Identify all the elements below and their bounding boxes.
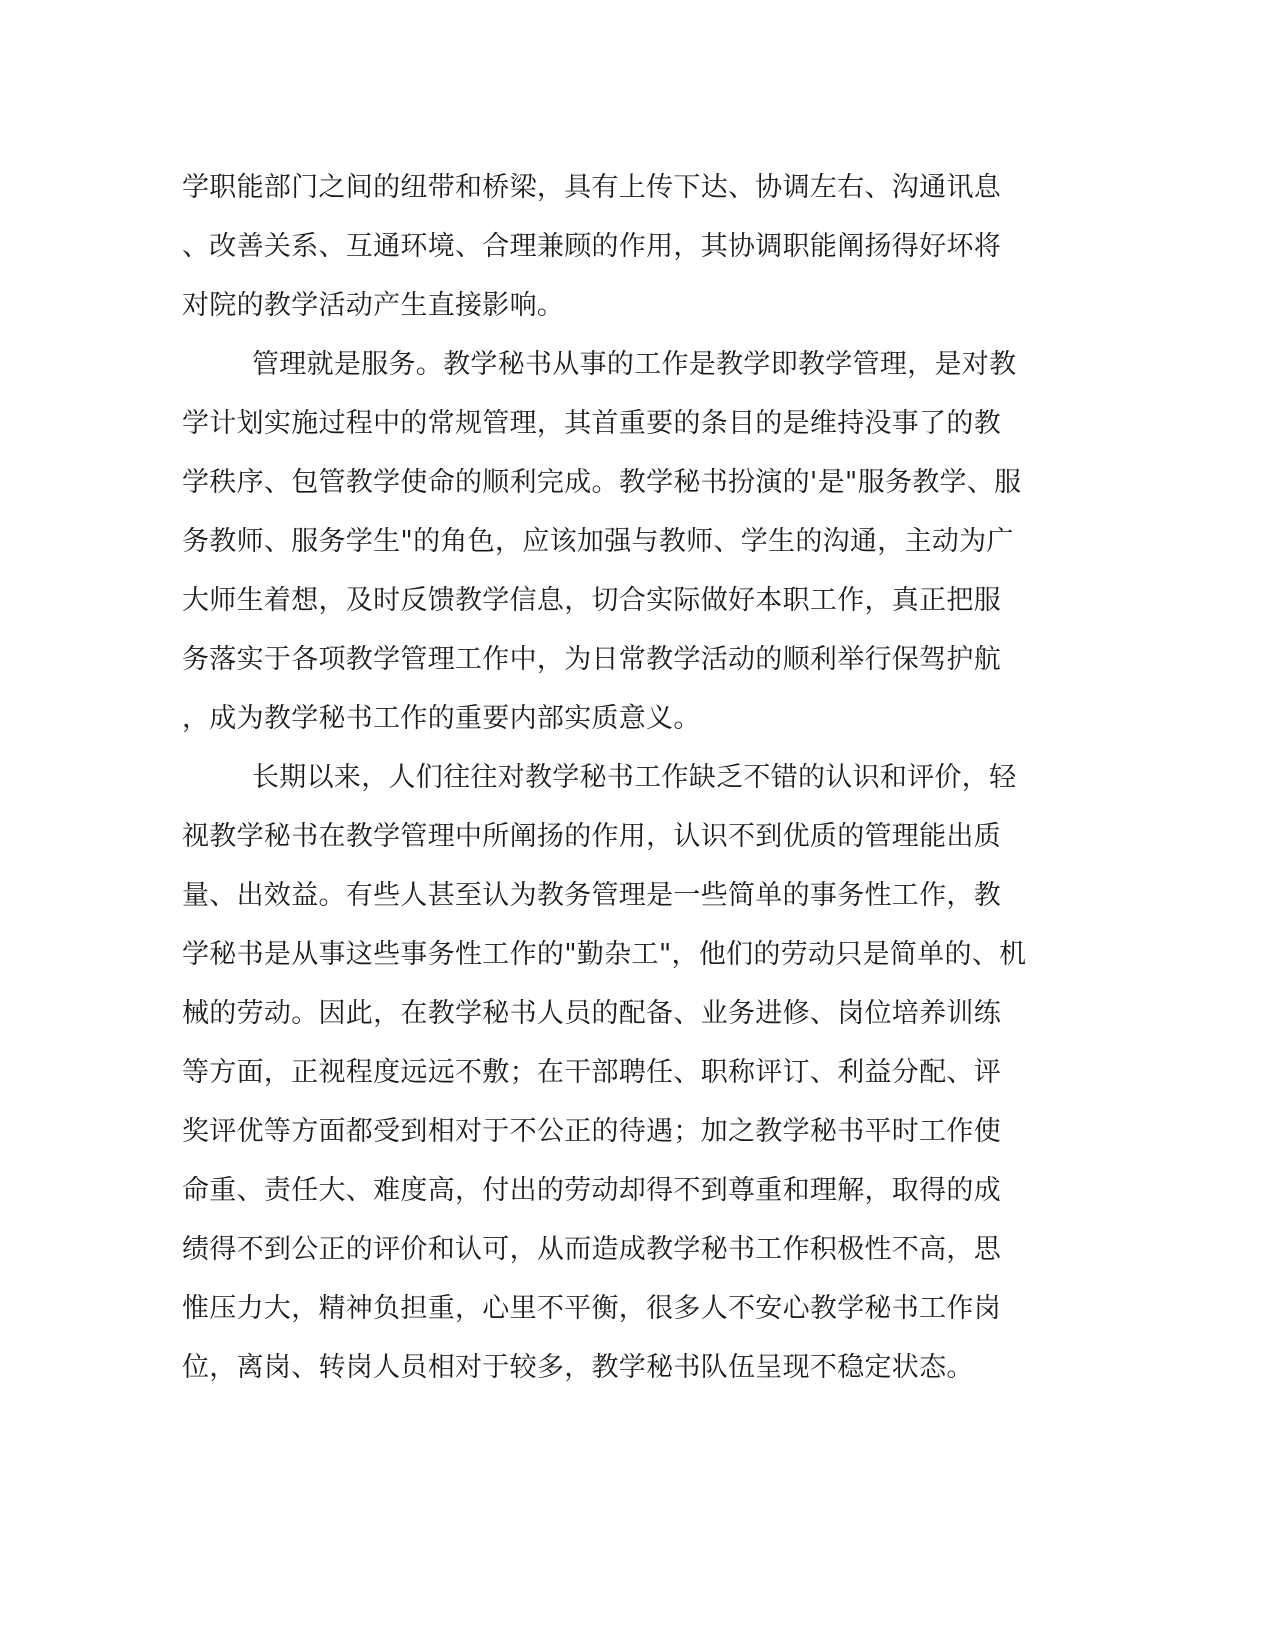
paragraph-line: 长期以来，人们往往对教学秘书工作缺乏不错的认识和评价，轻 [252, 762, 1017, 793]
paragraph-line: 、改善关系、互通环境、合理兼顾的作用，其协调职能阐扬得好坏将 [182, 231, 1001, 262]
paragraph-line: 学计划实施过程中的常规管理，其首重要的条目的是维持没事了的教 [182, 408, 1001, 439]
paragraph-line: 学职能部门之间的纽带和桥梁，具有上传下达、协调左右、沟通讯息 [182, 172, 1001, 203]
paragraph-line: 械的劳动。因此，在教学秘书人员的配备、业务进修、岗位培养训练 [182, 998, 1001, 1029]
paragraph-line: 等方面，正视程度远远不敷；在干部聘任、职称评订、利益分配、评 [182, 1057, 1001, 1088]
paragraph-line: 大师生着想，及时反馈教学信息，切合实际做好本职工作，真正把服 [182, 585, 1001, 616]
paragraph-line: 量、出效益。有些人甚至认为教务管理是一些简单的事务性工作，教 [182, 880, 1001, 911]
paragraph-1 [182, 158, 1042, 335]
paragraph-line: 命重、责任大、难度高，付出的劳动却得不到尊重和理解，取得的成 [182, 1175, 1001, 1206]
paragraph-2 [182, 335, 1042, 748]
paragraph-line: 学秘书是从事这些事务性工作的"勤杂工"，他们的劳动只是简单的、机 [182, 939, 1027, 970]
paragraph-3 [182, 748, 1042, 1397]
paragraph-line: 对院的教学活动产生直接影响。 [182, 290, 565, 321]
paragraph-line: 学秩序、包管教学使命的顺利完成。教学秘书扮演的'是"服务教学、服 [182, 467, 1022, 498]
paragraph-line: 惟压力大，精神负担重，心里不平衡，很多人不安心教学秘书工作岗 [182, 1293, 1001, 1324]
paragraph-line: 视教学秘书在教学管理中所阐扬的作用，认识不到优质的管理能出质 [182, 821, 1001, 852]
paragraph-line: 务落实于各项教学管理工作中，为日常教学活动的顺利举行保驾护航 [182, 644, 1001, 675]
document-body [182, 158, 1042, 1397]
paragraph-line: 管理就是服务。教学秘书从事的工作是教学即教学管理，是对教 [252, 349, 1017, 380]
paragraph-line: 奖评优等方面都受到相对于不公正的待遇；加之教学秘书平时工作使 [182, 1116, 1001, 1147]
paragraph-line: 务教师、服务学生"的角色，应该加强与教师、学生的沟通，主动为广 [182, 526, 1014, 557]
paragraph-line: ，成为教学秘书工作的重要内部实质意义。 [182, 703, 701, 734]
paragraph-line: 绩得不到公正的评价和认可，从而造成教学秘书工作积极性不高，思 [182, 1234, 1001, 1265]
paragraph-line: 位，离岗、转岗人员相对于较多，教学秘书队伍呈现不稳定状态。 [182, 1352, 974, 1383]
